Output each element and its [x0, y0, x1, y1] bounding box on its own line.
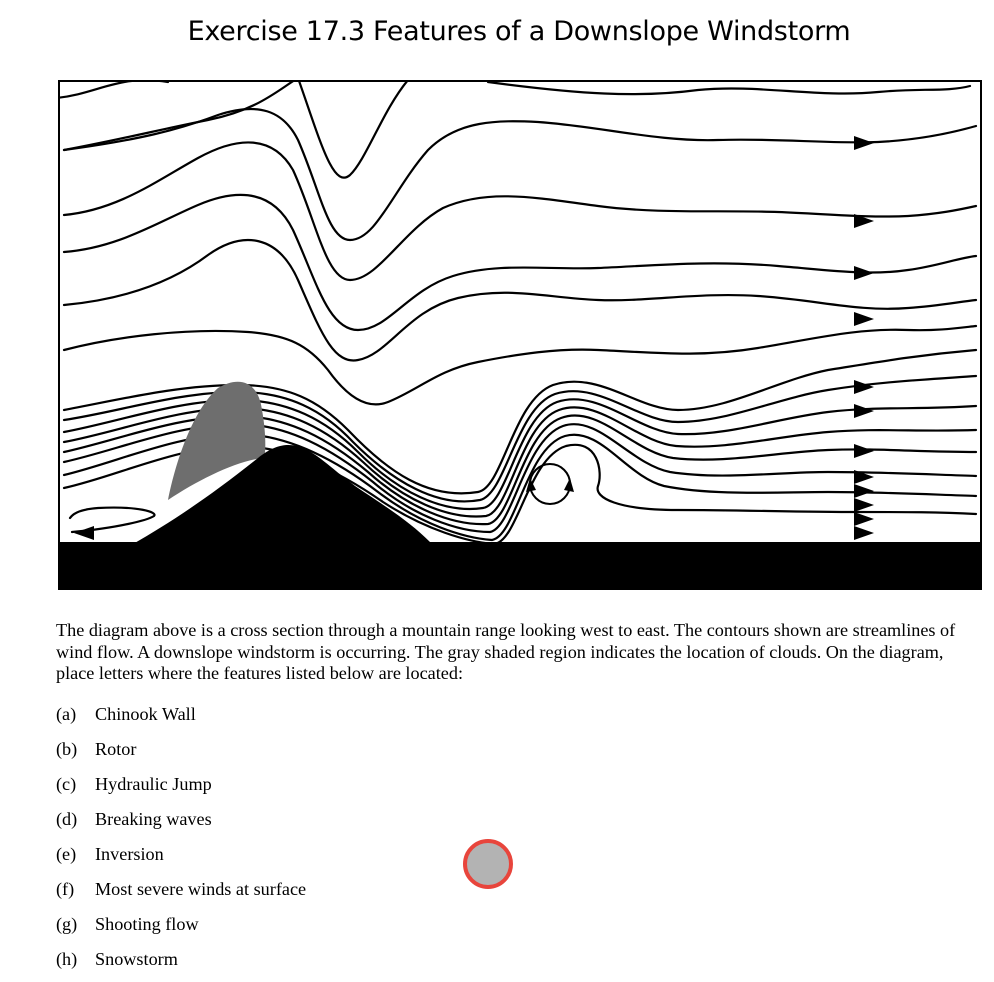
- item-label: Hydraulic Jump: [95, 774, 212, 794]
- list-item: [56, 912, 306, 947]
- list-item: [56, 947, 306, 982]
- list-item: [56, 807, 306, 842]
- flow-arrow: [854, 444, 874, 458]
- streamline: [64, 80, 298, 150]
- flow-arrow: [854, 526, 874, 540]
- streamline: [64, 109, 976, 240]
- list-item: [56, 702, 306, 737]
- flow-arrow: [854, 312, 874, 326]
- flow-arrow: [854, 266, 874, 280]
- list-item: [56, 737, 306, 772]
- windstorm-diagram: [58, 80, 982, 590]
- item-letter: (f): [56, 879, 75, 899]
- item-letter: (d): [56, 809, 78, 829]
- item-label: Inversion: [95, 844, 164, 864]
- list-item: [56, 842, 306, 877]
- item-letter: (h): [56, 949, 78, 969]
- streamline: [298, 80, 408, 178]
- flow-arrow: [854, 498, 874, 512]
- list-item: [56, 877, 306, 912]
- streamline: [64, 326, 976, 404]
- item-label: Most severe winds at surface: [95, 879, 307, 899]
- flow-arrow: [854, 512, 874, 526]
- item-label: Breaking waves: [95, 809, 212, 829]
- ground: [58, 542, 982, 590]
- flow-arrow: [854, 136, 874, 150]
- list-item: [56, 772, 306, 807]
- cross-section-svg: [58, 80, 982, 590]
- item-letter: (a): [56, 704, 77, 724]
- flow-arrow-west: [74, 526, 94, 540]
- item-letter: (b): [56, 739, 78, 759]
- flow-arrow: [854, 380, 874, 394]
- item-letter: (e): [56, 844, 77, 864]
- exercise-description: The diagram above is a cross section through a mountain range looking west to east. The contours shown are streamlines of wind flow. A downslope windstorm is occurring. The gray shaded region indicates the location of clouds. On the diagram, place letters where the features listed below are located:: [56, 620, 956, 683]
- item-label: Chinook Wall: [95, 704, 196, 724]
- item-letter: (g): [56, 914, 78, 934]
- pointer-cursor-dot: [463, 839, 513, 889]
- item-label: Snowstorm: [95, 949, 178, 969]
- item-label: Rotor: [95, 739, 137, 759]
- item-letter: (c): [56, 774, 77, 794]
- streamline: [488, 82, 970, 94]
- item-label: Shooting flow: [95, 914, 199, 934]
- mountain: [133, 445, 430, 546]
- exercise-title: Exercise 17.3 Features of a Downslope Windstorm: [187, 16, 851, 47]
- return-flow-streamline: [70, 508, 155, 532]
- flow-arrow: [854, 404, 874, 418]
- rotor-arrow-right: [564, 478, 574, 492]
- rotor-circle: [530, 464, 570, 504]
- feature-list: [56, 702, 306, 982]
- flow-arrow: [854, 484, 874, 498]
- streamline: [58, 80, 168, 98]
- streamline: [64, 240, 976, 360]
